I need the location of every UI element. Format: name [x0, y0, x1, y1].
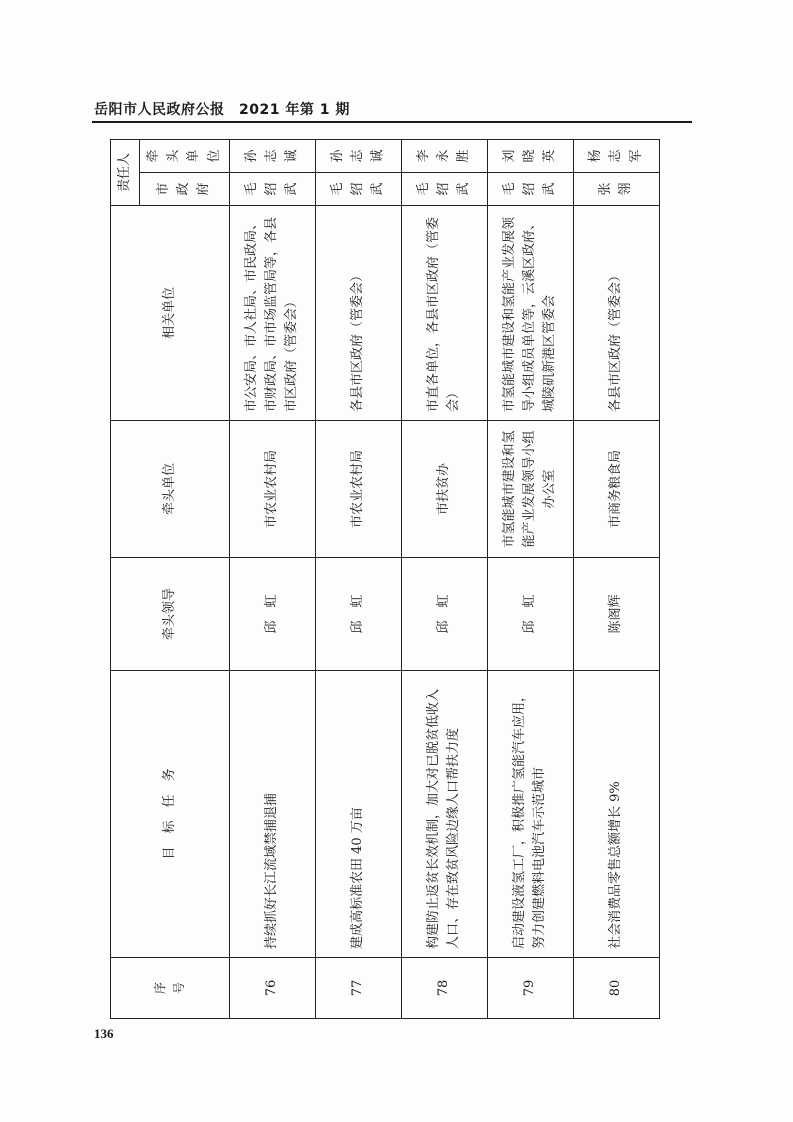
- cell-lead-leader: 邱 虹: [229, 558, 315, 671]
- table-row: [573, 140, 659, 1019]
- cell-related-units: 各县市区政府（管委会）: [573, 206, 659, 421]
- cell-city-gov: 毛绍武: [401, 173, 487, 206]
- page-number: 136: [94, 1026, 114, 1041]
- cell-lead-unit-person: 孙志诚: [229, 140, 315, 173]
- col-header-responsible: 责任人: [111, 140, 140, 206]
- cell-task: 构建防止返贫长效机制，加大对已脱贫低收入人口、存在致贫风险边缘人口帮扶力度: [401, 671, 487, 958]
- cell-city-gov: 毛绍武: [315, 173, 401, 206]
- cell-related-units: 市公安局、市人社局、市民政局、市财政局、市市场监管局等，各县市区政府（管委会）: [229, 206, 315, 421]
- table-row: [315, 140, 401, 1019]
- cell-seq: 80: [573, 958, 659, 1019]
- col-header-seq-char-2: 号: [171, 982, 186, 995]
- cell-seq: 77: [315, 958, 401, 1019]
- cell-lead-unit: 市农业农村局: [229, 421, 315, 558]
- col-header-city-gov: 市政府: [140, 173, 230, 206]
- task-table-container: [110, 139, 660, 1019]
- cell-task: 社会消费品零售总额增长 9%: [573, 671, 659, 958]
- table-row: [487, 140, 573, 1019]
- cell-city-gov: 毛绍武: [487, 173, 573, 206]
- cell-seq: 76: [229, 958, 315, 1019]
- journal-header-title: 岳阳市人民政府公报 2021 年第 1 期: [94, 102, 350, 118]
- cell-lead-unit-person: 李永胜: [401, 140, 487, 173]
- cell-task: 持续抓好长江流域禁捕退捕: [229, 671, 315, 958]
- cell-lead-unit: 市农业农村局: [315, 421, 401, 558]
- cell-related-units: 各县市区政府（管委会）: [315, 206, 401, 421]
- col-header-seq-char-1: 序: [153, 982, 168, 995]
- cell-lead-leader: 邱 虹: [401, 558, 487, 671]
- cell-city-gov: 张 翎: [573, 173, 659, 206]
- cell-task: 建成高标准农田 40 万亩: [315, 671, 401, 958]
- cell-seq: 78: [401, 958, 487, 1019]
- col-header-lead-unit: 牵头单位: [111, 421, 230, 558]
- cell-lead-unit: 市氢能城市建设和氢能产业发展领导小组办公室: [487, 421, 573, 558]
- col-header-lead-unit-person: 牵头单位: [140, 140, 230, 173]
- cell-lead-leader: 邱 虹: [315, 558, 401, 671]
- cell-related-units: 市氢能城市建设和氢能产业发展领导小组成员单位等，云溪区政府、城陵矶新港区管委会: [487, 206, 573, 421]
- cell-lead-unit: 市商务粮食局: [573, 421, 659, 558]
- header-divider: [92, 121, 692, 123]
- cell-city-gov: 毛绍武: [229, 173, 315, 206]
- cell-lead-unit-person: 杨志军: [573, 140, 659, 173]
- rotated-table-frame: [110, 139, 660, 1019]
- task-responsibility-table: [110, 139, 660, 1019]
- cell-lead-unit-person: 孙志诚: [315, 140, 401, 173]
- table-row: [229, 140, 315, 1019]
- col-header-lead-leader: 牵头领导: [111, 558, 230, 671]
- cell-lead-leader: 邱 虹: [487, 558, 573, 671]
- col-header-related-units: 相关单位: [111, 206, 230, 421]
- col-header-task: 目 标 任 务: [111, 671, 230, 958]
- table-row: [401, 140, 487, 1019]
- cell-task: 启动建设液氢工厂，积极推广氢能汽车应用，努力创建燃料电池汽车示范城市: [487, 671, 573, 958]
- cell-lead-unit-person: 刘晓英: [487, 140, 573, 173]
- col-header-seq: [111, 958, 230, 1019]
- cell-seq: 79: [487, 958, 573, 1019]
- cell-lead-leader: 陈阁辉: [573, 558, 659, 671]
- cell-related-units: 市直各单位，各县市区政府（管委会）: [401, 206, 487, 421]
- cell-lead-unit: 市扶贫办: [401, 421, 487, 558]
- table-header-row: [111, 140, 140, 1019]
